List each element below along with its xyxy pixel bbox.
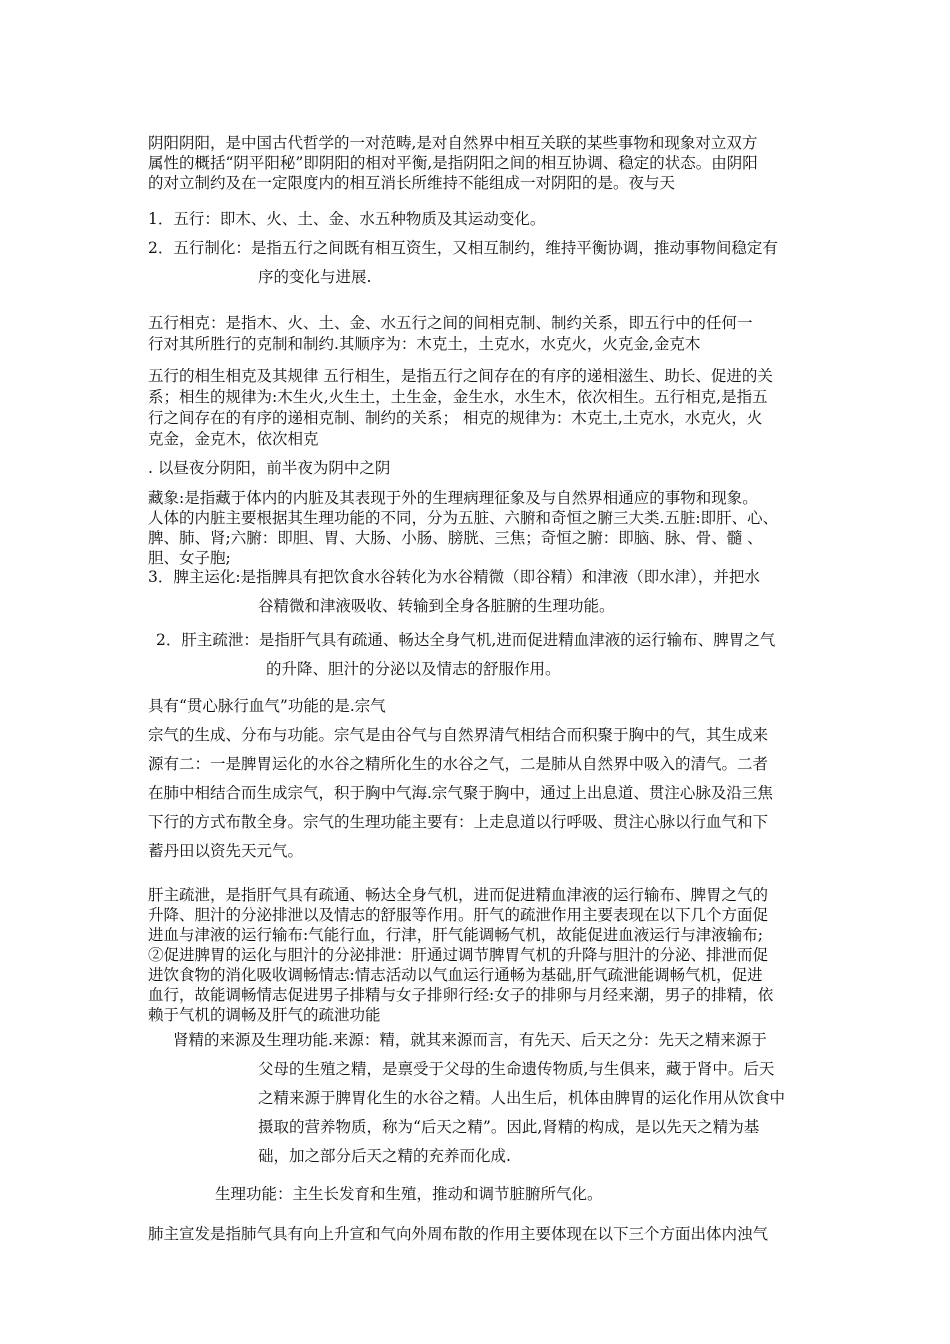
paragraph-shenjing — [173, 1026, 785, 1171]
text-line: 阴阳阴阳，是中国古代哲学的一对范畴,是对自然界中相互关联的某些事物和现象对立双方 — [148, 134, 758, 152]
text-line: 系；相生的规律为:木生火,火生土，土生金，金生水，水生木，依次相生。五行相克,是指五 — [148, 388, 768, 406]
text-line: 五行相克：是指木、火、土、金、水五行之间的间相克制、制约关系，即五行中的任何一 — [148, 314, 753, 332]
text-line: ②促进脾胃的运化与胆汁的分泌排泄：肝通过调节脾胃气机的升降与胆汁的分泌、排泄而促 — [148, 946, 769, 964]
text-line: 肝主疏泄，是指肝气具有疏通、畅达全身气机，进而促进精血津液的运行输布、脾胃之气的 — [148, 886, 769, 904]
paragraph-shengke — [148, 366, 773, 450]
paragraph-zangxiang — [148, 488, 778, 568]
text-line: 之精来源于脾胃化生的水谷之精。人出生后，机体由脾胃的运化作用从饮食中 — [258, 1089, 786, 1107]
paragraph-wuxing-xiangke — [148, 313, 753, 355]
paragraph-yinyang — [148, 133, 758, 193]
text-line: . 以昼夜分阴阳，前半夜为阴中之阴 — [148, 459, 391, 477]
text-line: 具有“贯心脉行血气”功能的是.宗气 — [148, 697, 386, 715]
text-line: 进血与津液的运行输布:气能行血，行津，肝气能调畅气机，故能促进血液运行与津液输布; — [148, 926, 763, 944]
text-line: 在肺中相结合而生成宗气，积于胸中气海.宗气聚于胸中，通过上出息道、贯注心脉及沿三焦 — [148, 784, 773, 802]
paragraph-fei-xuanfa — [148, 1220, 768, 1249]
text-line: 人体的内脏主要根据其生理功能的不同，分为五脏、六腑和奇恒之腑三大类.五脏:即肝、心、 — [148, 509, 779, 527]
text-line: 的对立制约及在一定限度内的相互消长所维持不能组成一对阴阳的是。夜与天 — [148, 174, 676, 192]
text-line: 1．五行：即木、火、土、金、水五种物质及其运动变化。 — [148, 210, 546, 228]
text-line: 胆、女子胞; — [148, 549, 231, 567]
text-line: 蓄丹田以资先天元气。 — [148, 842, 304, 860]
text-line: 摄取的营养物质，称为“后天之精”。因此,肾精的构成，是以先天之精为基 — [258, 1118, 760, 1136]
text-line: 行之间存在的有序的递相克制、制约的关系； 相克的规律为：木克土,土克水，水克火，火 — [148, 409, 763, 427]
text-line: 血行，故能调畅情志促进男子排精与女子排卵行经:女子的排卵与月经来潮，男子的排精，依 — [148, 986, 774, 1004]
text-line: 脾、肺、肾;六腑：即胆、胃、大肠、小肠、膀胱、三焦；奇恒之腑：即脑、脉、骨、髓 、 — [148, 529, 763, 547]
text-line: 肾精的来源及生理功能.来源：精，就其来源而言，有先天、后天之分：先天之精来源于 — [173, 1031, 767, 1049]
paragraph-gan-shuxie-detail — [148, 885, 773, 1025]
text-line: 属性的概括“阴平阳秘”即阴阳的相对平衡,是指阴阳之间的相互协调、稳定的状态。由阴阳 — [148, 154, 758, 172]
paragraph-zongqi — [148, 721, 773, 866]
text-line: 3．脾主运化:是指脾具有把饮食水谷转化为水谷精微（即谷精）和津液（即水津），并把水 — [148, 568, 760, 586]
text-line: 克金，金克木，依次相克 — [148, 430, 319, 448]
paragraph-gan-shuxie — [156, 626, 775, 684]
paragraph-zongqi-question — [148, 692, 386, 721]
text-line: 五行的相生相克及其规律 五行相生，是指五行之间存在的有序的递相滋生、助长、促进的关 — [148, 367, 773, 385]
text-line: 行对其所胜行的克制和制约.其顺序为：木克土，土克水，水克火，火克金,金克木 — [148, 335, 701, 353]
text-line: 的升降、胆汁的分泌以及情志的舒服作用。 — [266, 660, 561, 678]
text-line: 升降、胆汁的分泌排泄以及情志的舒服等作用。肝气的疏泄作用主要表现在以下几个方面促 — [148, 906, 769, 924]
text-line: 序的变化与进展. — [258, 268, 372, 286]
text-line: 谷精微和津液吸收、转输到全身各脏腑的生理功能。 — [258, 597, 615, 615]
paragraph-pi-yunhua — [148, 563, 760, 621]
text-line: 生理功能：主生长发育和生殖，推动和调节脏腑所气化。 — [215, 1185, 603, 1203]
text-line: 宗气的生成、分布与功能。宗气是由谷气与自然界清气相结合而积聚于胸中的气，其生成来 — [148, 726, 769, 744]
text-line: 2．五行制化：是指五行之间既有相互资生，又相互制约，维持平衡协调，推动事物间稳定有 — [148, 239, 778, 257]
paragraph-zhouye — [148, 458, 390, 479]
text-line: 肺主宣发是指肺气具有向上升宣和气向外周布散的作用主要体现在以下三个方面出体内浊气 — [148, 1225, 769, 1243]
text-line: 2．肝主疏泄：是指肝气具有疏通、畅达全身气机,进而促进精血津液的运行输布、脾胃之气 — [156, 631, 776, 649]
paragraph-wuxing-zhihua — [148, 234, 778, 292]
text-line: 赖于气机的调畅及肝气的疏泄功能 — [148, 1006, 381, 1024]
text-line: 进饮食物的消化吸收调畅情志:情志活动以气血运行通畅为基础,肝气疏泄能调畅气机，促进 — [148, 966, 763, 984]
text-line: 藏象:是指藏于体内的内脏及其表现于外的生理病理征象及与自然界相通应的事物和现象。 — [148, 489, 758, 507]
text-line: 下行的方式布散全身。宗气的生理功能主要有：上走息道以行呼吸、贯注心脉以行血气和下 — [148, 813, 769, 831]
text-line: 础，加之部分后天之精的充养而化成. — [258, 1147, 511, 1165]
text-line: 父母的生殖之精，是禀受于父母的生命遗传物质,与生俱来，藏于肾中。后天 — [258, 1060, 775, 1078]
paragraph-shengli — [215, 1180, 603, 1209]
paragraph-wuxing — [148, 205, 545, 234]
text-line: 源有二：一是脾胃运化的水谷之精所化生的水谷之气，二是肺从自然界中吸入的清气。二者 — [148, 755, 769, 773]
